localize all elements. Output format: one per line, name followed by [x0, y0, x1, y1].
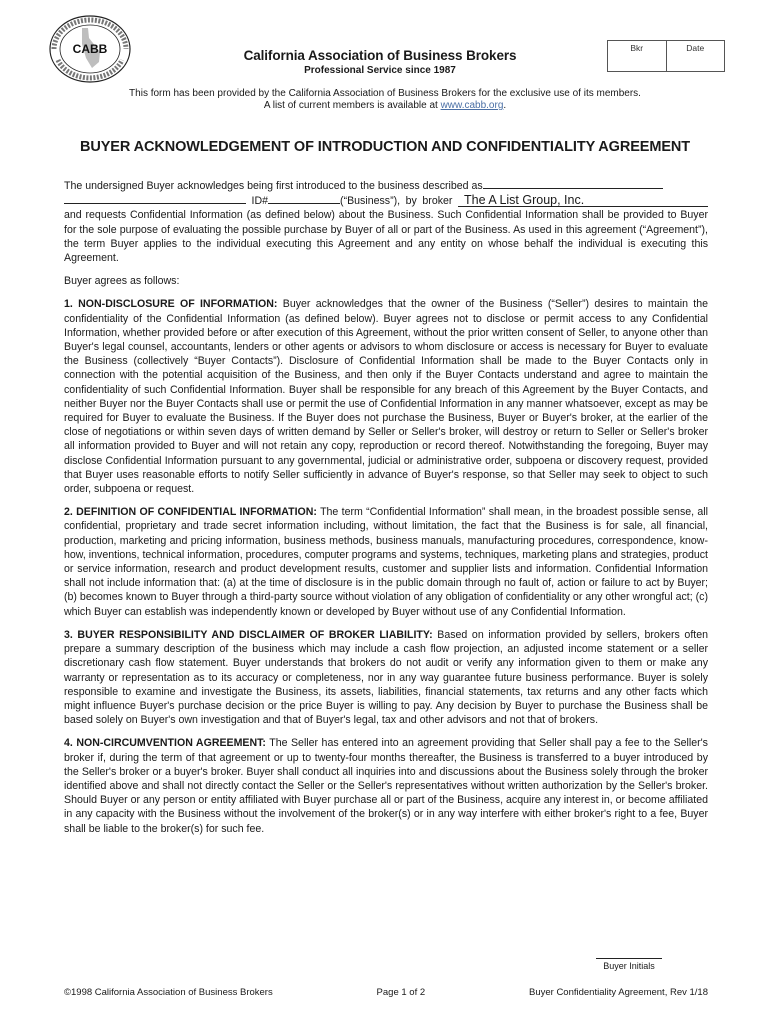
section-text: Based on information provided by sellers, brokers often prepare a summary description of the business which may include a cash flow projection, an adjusted income statement or a seller discretionary cash flow statement. Buyer understands that brokers do not audit or verify any information given to them or make any warranty or representation as to its accuracy or completeness, nor in any way guarantee future business performance. Buyer is solely responsible to examine and investigate the Business, its assets, liabilities, financial statements, tax returns and any other facts which might influence Buyer's purchase decision or the price Buyer is willing to pay. Any decision by Buyer to purchase the Business shall be based solely on Buyer's own investigation and that of Buyer's legal, tax and other advisors and not that of brokers. — [64, 628, 708, 727]
section-heading: 1. NON-DISCLOSURE OF INFORMATION: — [64, 298, 278, 311]
buyer-initials-field[interactable]: Buyer Initials — [596, 958, 662, 971]
notice-line-1: This form has been provided by the California Association of Business Brokers for the exclusive use of its members. — [129, 88, 641, 99]
date-cell[interactable]: Date — [666, 41, 725, 71]
organization-tagline: Professional Service since 1987 — [304, 65, 456, 76]
page-footer — [64, 987, 708, 998]
section-definition — [64, 505, 708, 619]
intro-paragraph: The undersigned Buyer acknowledges being first introduced to the business described as ID# (“Business”), by broker The A List Group, Inc. and requests Confidential Information (as defined below) about the Business. Such Confidential Information shall be provided to Buyer for the sole purpose of evaluating the possible purchase by Buyer of all or part of the Business. As used in this agreement (“Agreement”), the term Buyer applies to the individual executing this Agreement and any entity on whose behalf the individual is executing this Agreement. — [64, 180, 708, 265]
business-description-field[interactable] — [483, 178, 663, 189]
section-text: Buyer acknowledges that the owner of the Business (“Seller”) desires to maintain the confidentiality of the Confidential Information (as defined below). Buyer agrees not to disclose or permit access to any Confidential Information, whether provided before or after execution of this Agreement, without the prior written consent of Seller, to anyone other than Buyer's legal counsel, accountants, lenders or other agents or advisors to whom disclosure or access is necessary for Buyer to evaluate the Business (collectively “Buyer Contacts”). Disclosure of Confidential Information shall be made to the Buyer Contacts only in connection with the potential acquisition of the Business, and then only if the Buyer Contacts understand and agree to maintain the confidentiality of such Confidential Information. Buyer shall be responsible for any breach of this Agreement by the Buyer Contacts, and neither Buyer nor the Buyer Contacts shall use or permit the use of Confidential Information in any manner whatsoever, except as may be required for Buyer to evaluate the Business. If the Buyer does not purchase the Business, Buyer or Buyer's broker, at the earlier of the close of negotiations or within seven days of written demand by Seller or Seller's broker, will destroy or return to Seller or Seller's broker all information provided to Buyer and will not retain any copy, reproduction or record thereof. Notwithstanding the foregoing, Buyer may disclose Confidential Information pursuant to any governmental, judicial or administrative order, subpoena or discovery request, provided that Buyer uses reasonable efforts to notify Seller sufficiently in advance of Buyer's response, so that Seller may seek to object to such order, subpoena or request. — [64, 298, 708, 496]
footer-page-number: Page 1 of 2 — [376, 987, 426, 998]
membership-notice — [60, 88, 710, 112]
section-heading: 2. DEFINITION OF CONFIDENTIAL INFORMATION: — [64, 506, 317, 519]
business-id-field[interactable] — [268, 193, 340, 204]
section-non-circumvention — [64, 736, 708, 835]
section-text: The Seller has entered into an agreement providing that Seller shall pay a fee to the Seller's broker if, during the term of that agreement or up to twenty-four months thereafter, the Business is transferred to a buyer introduced by the Seller's broker or a buyer's broker. Buyer shall conduct all inquiries into and discussions about the Business solely through the broker identified above and shall not directly contact the Seller or the Seller's representatives without written authorization by the Seller's broker. Should Buyer or any person or entity affiliated with Buyer purchase all or part of the Business, acquire any interest in, or become affiliated in any capacity with the Business without the involvement of the broker(s) or in any way interfere with either broker's right to a fee, Buyer shall be liable to the broker(s) for such fee. — [64, 737, 708, 835]
broker-name-field[interactable]: The A List Group, Inc. — [458, 194, 708, 207]
agrees-line: Buyer agrees as follows: — [64, 275, 180, 288]
section-buyer-responsibility — [64, 628, 708, 727]
cabb-website-link[interactable]: www.cabb.org — [440, 100, 504, 111]
footer-form-name: Buyer Confidentiality Agreement, Rev 1/18 — [528, 987, 708, 998]
broker-date-box — [607, 40, 725, 72]
organization-header — [170, 48, 590, 76]
organization-name: California Association of Business Brokers — [243, 48, 517, 63]
section-heading: 3. BUYER RESPONSIBILITY AND DISCLAIMER OF BROKER LIABILITY: — [64, 628, 433, 641]
section-heading: 4. NON-CIRCUMVENTION AGREEMENT: — [64, 737, 266, 750]
business-description-field-continued[interactable] — [64, 193, 246, 204]
document-title: BUYER ACKNOWLEDGEMENT OF INTRODUCTION AND CONFIDENTIALITY AGREEMENT — [79, 139, 691, 155]
notice-line-2: A list of current members is available at www.cabb.org. — [263, 100, 507, 111]
section-text: The term “Confidential Information” shall mean, in the broadest possible sense, all confidential, proprietary and trade secret information including, without limitation, the fact that the Business is for sale, all financial, production, marketing and pricing information, business methods, business manuals, manufacturing procedures, correspondence, know-how, inventions, technical information, procedures, computer programs and systems, techniques, marketing plans and strategies, product or service information, research and product development results, customer and supplier lists and information. Confidential Information shall not include information that: (a) at the time of disclosure is in the public domain through no fault of, action or failure to act by Buyer; (b) becomes known to Buyer through a third-party source without violation of any obligation of confidentiality or any other wrongful act; (c) which Buyer can establish was independently known or developed by Buyer without use of any Confidential Information. — [64, 506, 708, 618]
section-non-disclosure — [64, 297, 708, 496]
broker-cell[interactable]: Bkr — [630, 43, 644, 53]
cabb-seal-logo — [48, 14, 132, 84]
footer-copyright: ©1998 California Association of Business Brokers — [64, 987, 273, 998]
agreement-body — [64, 178, 708, 836]
seal-text: CABB — [72, 42, 108, 56]
